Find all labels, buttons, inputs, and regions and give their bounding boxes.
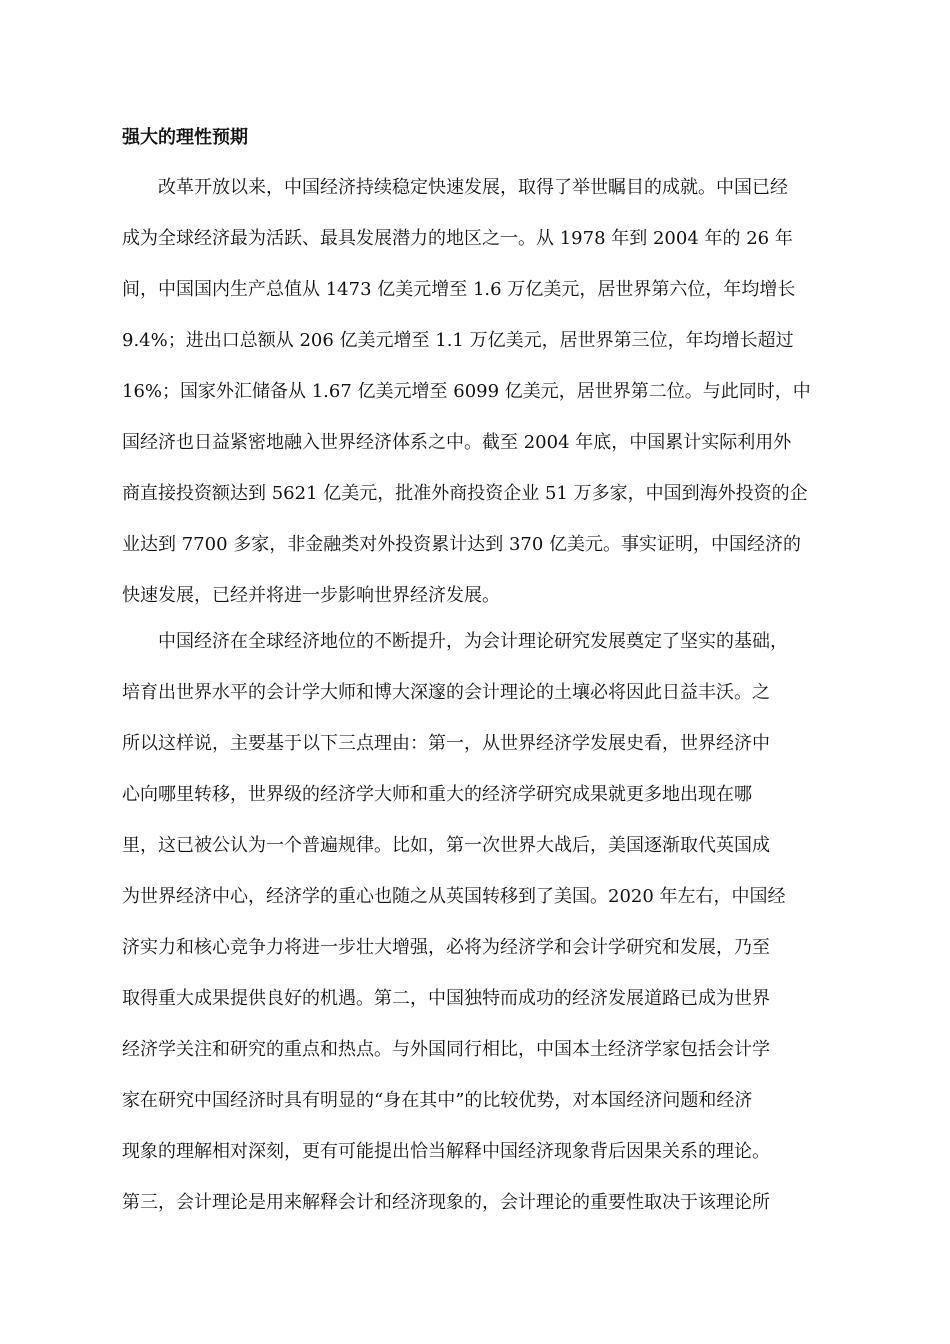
body-text-line: 家在研究中国经济时具有明显的“身在其中”的比较优势，对本国经济问题和经济 [122, 1090, 753, 1111]
body-text-line: 为世界经济中心，经济学的重心也随之从英国转移到了美国。2020 年左右，中国经 [122, 886, 786, 907]
body-text-line: 培育出世界水平的会计学大师和博大深邃的会计理论的土壤必将因此日益丰沃。之 [122, 682, 770, 703]
body-text-line: 经济学关注和研究的重点和热点。与外国同行相比，中国本土经济学家包括会计学 [122, 1039, 770, 1060]
body-text-line: 现象的理解相对深刻，更有可能提出恰当解释中国经济现象背后因果关系的理论。 [122, 1141, 770, 1162]
body-text-line: 间，中国国内生产总值从 1473 亿美元增至 1.6 万亿美元，居世界第六位，年均增长 [122, 279, 796, 300]
body-text-line: 业达到 7700 多家，非金融类对外投资累计达到 370 亿美元。事实证明，中国经济的 [122, 534, 802, 555]
body-text-line: 中国经济在全球经济地位的不断提升，为会计理论研究发展奠定了坚实的基础， [158, 631, 788, 652]
body-text-line: 9.4%；进出口总额从 206 亿美元增至 1.1 万亿美元，居世界第三位，年均增长超过 [122, 330, 794, 351]
body-text-line: 国经济也日益紧密地融入世界经济体系之中。截至 2004 年底，中国累计实际利用外 [122, 432, 792, 453]
body-text-line: 改革开放以来，中国经济持续稳定快速发展，取得了举世瞩目的成就。中国已经 [158, 177, 788, 198]
body-text-line: 快速发展，已经并将进一步影响世界经济发展。 [122, 585, 500, 606]
body-text-line: 取得重大成果提供良好的机遇。第二，中国独特而成功的经济发展道路已成为世界 [122, 988, 770, 1009]
body-text-line: 第三，会计理论是用来解释会计和经济现象的，会计理论的重要性取决于该理论所 [122, 1192, 770, 1213]
body-text-line: 商直接投资额达到 5621 亿美元，批准外商投资企业 51 万多家，中国到海外投资的企 [122, 483, 808, 504]
body-text-line: 里，这已被公认为一个普遍规律。比如，第一次世界大战后，美国逐渐取代英国成 [122, 835, 770, 856]
section-heading: 强大的理性预期 [122, 127, 248, 148]
body-text-line: 所以这样说，主要基于以下三点理由：第一，从世界经济学发展史看，世界经济中 [122, 733, 770, 754]
body-text-line: 心向哪里转移，世界级的经济学大师和重大的经济学研究成果就更多地出现在哪 [122, 784, 752, 805]
body-text-line: 16%；国家外汇储备从 1.67 亿美元增至 6099 亿美元，居世界第二位。与此同时，中 [122, 381, 811, 402]
body-text-line: 济实力和核心竞争力将进一步壮大增强，必将为经济学和会计学研究和发展，乃至 [122, 937, 770, 958]
body-text-line: 成为全球经济最为活跃、最具发展潜力的地区之一。从 1978 年到 2004 年的 26 年 [122, 228, 793, 249]
